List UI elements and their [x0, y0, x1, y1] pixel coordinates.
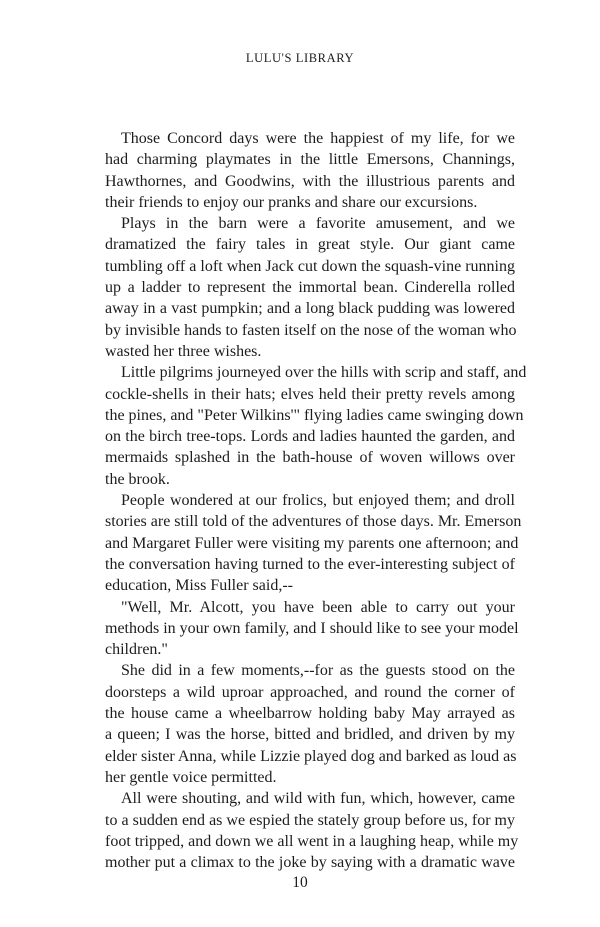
- text-line: education, Miss Fuller said,--: [105, 577, 293, 595]
- text-line: foot tripped, and down we all went in a laughing heap, while my: [105, 832, 519, 850]
- body-text: [105, 128, 527, 873]
- text-line: tumbling off a loft when Jack cut down the squash-vine running: [105, 257, 515, 275]
- text-line: children.": [105, 641, 168, 659]
- text-line: up a ladder to represent the immortal bean. Cinderella rolled: [105, 279, 515, 297]
- text-line: by invisible hands to fasten itself on the nose of the woman who: [105, 321, 517, 339]
- text-line: People wondered at our frolics, but enjoyed them; and droll: [121, 492, 515, 510]
- paragraph: [105, 128, 515, 213]
- text-line: had charming playmates in the little Emersons, Channings,: [105, 151, 515, 169]
- text-line: to a sudden end as we espied the stately group before us, for my: [105, 811, 515, 829]
- text-line: Hawthornes, and Goodwins, with the illustrious parents and: [105, 172, 515, 190]
- text-line: dramatized the fairy tales in great style. Our giant came: [105, 236, 515, 254]
- text-line: mother put a climax to the joke by saying with a dramatic wave: [105, 854, 515, 872]
- text-line: All were shouting, and wild with fun, which, however, came: [121, 790, 515, 808]
- text-line: the conversation having turned to the ever-interesting subject of: [105, 555, 515, 573]
- text-line: Those Concord days were the happiest of my life, for we: [121, 130, 515, 147]
- text-line: their friends to enjoy our pranks and share our excursions.: [105, 193, 478, 211]
- text-line: Little pilgrims journeyed over the hills with scrip and staff, and: [121, 364, 527, 382]
- text-line: the brook.: [105, 470, 170, 488]
- text-line: She did in a few moments,--for as the guests stood on the: [121, 662, 515, 680]
- text-line: stories are still told of the adventures of those days. Mr. Emerson: [105, 513, 522, 531]
- paragraph: [105, 490, 522, 596]
- text-line: "Well, Mr. Alcott, you have been able to carry out your: [121, 598, 515, 616]
- paragraph: [105, 788, 519, 873]
- paragraph: [105, 660, 515, 788]
- text-line: and Margaret Fuller were visiting my parents one afternoon; and: [105, 534, 519, 552]
- paragraph: [105, 362, 527, 490]
- text-line: doorsteps a wild uproar approached, and round the corner of: [105, 683, 515, 701]
- text-line: the pines, and "Peter Wilkins'" flying ladies came swinging down: [105, 406, 524, 424]
- text-line: away in a vast pumpkin; and a long black pudding was lowered: [105, 300, 515, 318]
- text-line: cockle-shells in their hats; elves held their pretty revels among: [105, 385, 515, 403]
- text-line: elder sister Anna, while Lizzie played dog and barked as loud as: [105, 747, 517, 765]
- text-line: mermaids splashed in the bath-house of woven willows over: [105, 449, 515, 467]
- text-line: wasted her three wishes.: [105, 342, 262, 360]
- text-line: methods in your own family, and I should like to see your model: [105, 619, 519, 637]
- text-line: Plays in the barn were a favorite amusement, and we: [121, 215, 515, 233]
- page-number: 10: [292, 874, 308, 891]
- text-line: on the birch tree-tops. Lords and ladies haunted the garden, and: [105, 428, 515, 446]
- running-head: LULU'S LIBRARY: [245, 51, 355, 65]
- text-line: the house came a wheelbarrow holding baby May arrayed as: [105, 705, 515, 723]
- text-line: a queen; I was the horse, bitted and bridled, and driven by my: [105, 726, 515, 744]
- text-line: her gentle voice permitted.: [105, 768, 277, 786]
- paragraph: [105, 597, 519, 661]
- paragraph: [105, 213, 515, 362]
